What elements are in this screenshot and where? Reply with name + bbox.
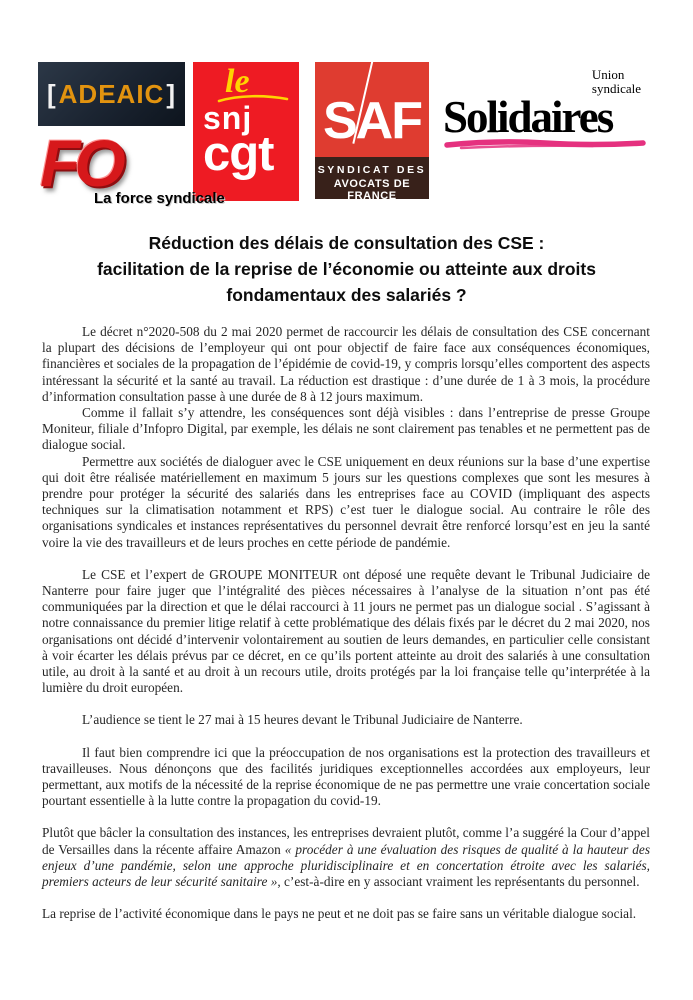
solidaires-logo (443, 62, 651, 151)
saf-logo (315, 62, 429, 202)
paragraph-text: Permettre aux sociétés de dialoguer avec le CSE uniquement en deux réunions sur la base d’une expertise qui doit être réalisée matériellement en maximum 5 jours sur les questions complexes que sont les mesures à prendre pour protéger la sécurité des salariés dans les entreprises face au COVID (impliquant des aspects techniques sur la climatisation notamment et RPS) c’est tuer le dialogue social. Au contraire le rôle des organisations syndicales et instances représentatives du personnel devrait être renforcé lorsqu’est en jeu la santé voire la vie des travailleurs et de leurs proches en cette période de pandémie. (42, 453, 650, 550)
paragraph-text: Il faut bien comprendre ici que la préoccupation de nos organisations est la protection des travailleurs et travailleuses. Nous dénonçons que des facilités juridiques exceptionnelles accordées aux employeurs, leur permettant, aux motifs de la nécessité de la reprise économique de ne pas permettre une vraie concertation sociale pourtant essentielle à la lutte contre la propagation du covid-19. (42, 744, 650, 809)
paragraph-text: Plutôt que bâcler la consultation des instances, les entreprises devraient plutôt, comme l’a suggéré la Cour d’appel de Versailles dans la récente affaire Amazon (42, 825, 650, 857)
saf-subtitle-line1: SYNDICAT DES (317, 164, 427, 176)
paragraph-text: Le CSE et l’expert de GROUPE MONITEUR ont déposé une requête devant le Tribunal Judiciaire de Nanterre pour faire juger que l’intégralité des pièces nécessaires à l’analyse de la situation n’ont pas été communiquées par la direction et que le délai raccourci à 11 jours ne permet pas un dialogue social . S’agissant à notre connaissance du premier litige relatif à cette problématique des délais fixés par le décret du 2 mai 2020, nos organisations ont décidé d’intervenir volontairement au soutien de leurs demandes, en particulier celle consistant à voir écarter les délais prévus par ce décret, en ce qu’ils portent atteinte au droit des salariés à une consultation utile, au droit à la santé et au droit à un recours utile, droits protégés par la loi française telle qu’interprétée à la lumière du droit européen. (42, 566, 650, 696)
fo-logo (38, 126, 225, 207)
adeaic-fo-column (38, 62, 225, 207)
paragraph-text: Comme il fallait s’y attendre, les conséquences sont déjà visibles : dans l’entreprise de presse Groupe Moniteur, filiale d’Infopro Digital, par exemple, les délais ne sont clairement pas tenables et ne permettent pas de dialogue social. (42, 405, 650, 453)
paragraph-text: La reprise de l’activité économique dans le pays ne peut et ne doit pas se faire sans un véritable dialogue social. (42, 906, 637, 922)
snj-cgt-cgt-text: cgt (203, 127, 274, 181)
title-line-3: fondamentaux des salariés ? (226, 285, 467, 305)
adeaic-logo (38, 62, 185, 126)
logo-row (38, 62, 651, 207)
snj-cgt-snj-text: snj (203, 100, 253, 136)
adeaic-logo-text: ADEAIC (58, 78, 165, 109)
solidaires-union-syndicale (592, 68, 641, 96)
paragraph-text: , c’est-à-dire en y associant vraiment les représentants du personnel. (277, 874, 640, 890)
paragraph-quote-italic: « procéder à une évaluation des risques de qualité à la hauteur des enjeux d’une pandémie, selon une approche pluridisciplinaire et en concertation étroite avec les salariés, premiers acteurs de leur sécurité sanitaire » (42, 841, 650, 890)
paragraph-text: Le décret n°2020-508 du 2 mai 2020 permet de raccourcir les délais de consultation des CSE concernant la plupart des décisions de l’employeur qui ont pour objectif de faire face aux conséquences économiques, financières et sociales de la propagation de l’épidémie de covid-19, y compris lorsqu’elles comportent des aspects intéressant la sécurité et la santé au travail. La réduction est drastique : d’une durée de 1 à 3 mois, la procédure d’information consultation passe à une durée de 8 à 12 jours maximum. (42, 324, 650, 404)
title-line-2: facilitation de la reprise de l’économie ou atteinte aux droits (97, 259, 596, 279)
saf-logo-strip (315, 157, 429, 202)
paragraph (42, 324, 650, 405)
title-line-1: Réduction des délais de consultation des CSE : (148, 233, 545, 253)
document-title (0, 230, 693, 308)
saf-logo-square (315, 62, 429, 157)
adeaic-bracket-open: [ (46, 78, 57, 109)
paragraph-text: L’audience se tient le 27 mai à 15 heures devant le Tribunal Judiciaire de Nanterre. (82, 712, 523, 728)
solidaires-union-line1: Union (591, 67, 625, 82)
fo-logo-text: FO (40, 126, 120, 200)
saf-subtitle-line2: AVOCATS DE FRANCE (333, 178, 411, 202)
solidaires-logo-text: Solidaires (443, 92, 613, 142)
fo-tagline: La force syndicale (94, 190, 225, 207)
paragraph (42, 567, 650, 697)
paragraph (42, 405, 650, 454)
snj-cgt-le-text: le (225, 63, 250, 100)
saf-logo-text: SAF (323, 92, 421, 150)
paragraph (42, 745, 650, 810)
paragraphs (42, 324, 650, 923)
paragraph (42, 825, 650, 890)
paragraph (42, 712, 650, 728)
paragraph (42, 454, 650, 551)
adeaic-bracket-close: ] (166, 78, 176, 109)
snj-cgt-logo (193, 62, 299, 201)
paragraph (42, 906, 650, 922)
solidaires-union-line2: syndicale (591, 81, 641, 96)
